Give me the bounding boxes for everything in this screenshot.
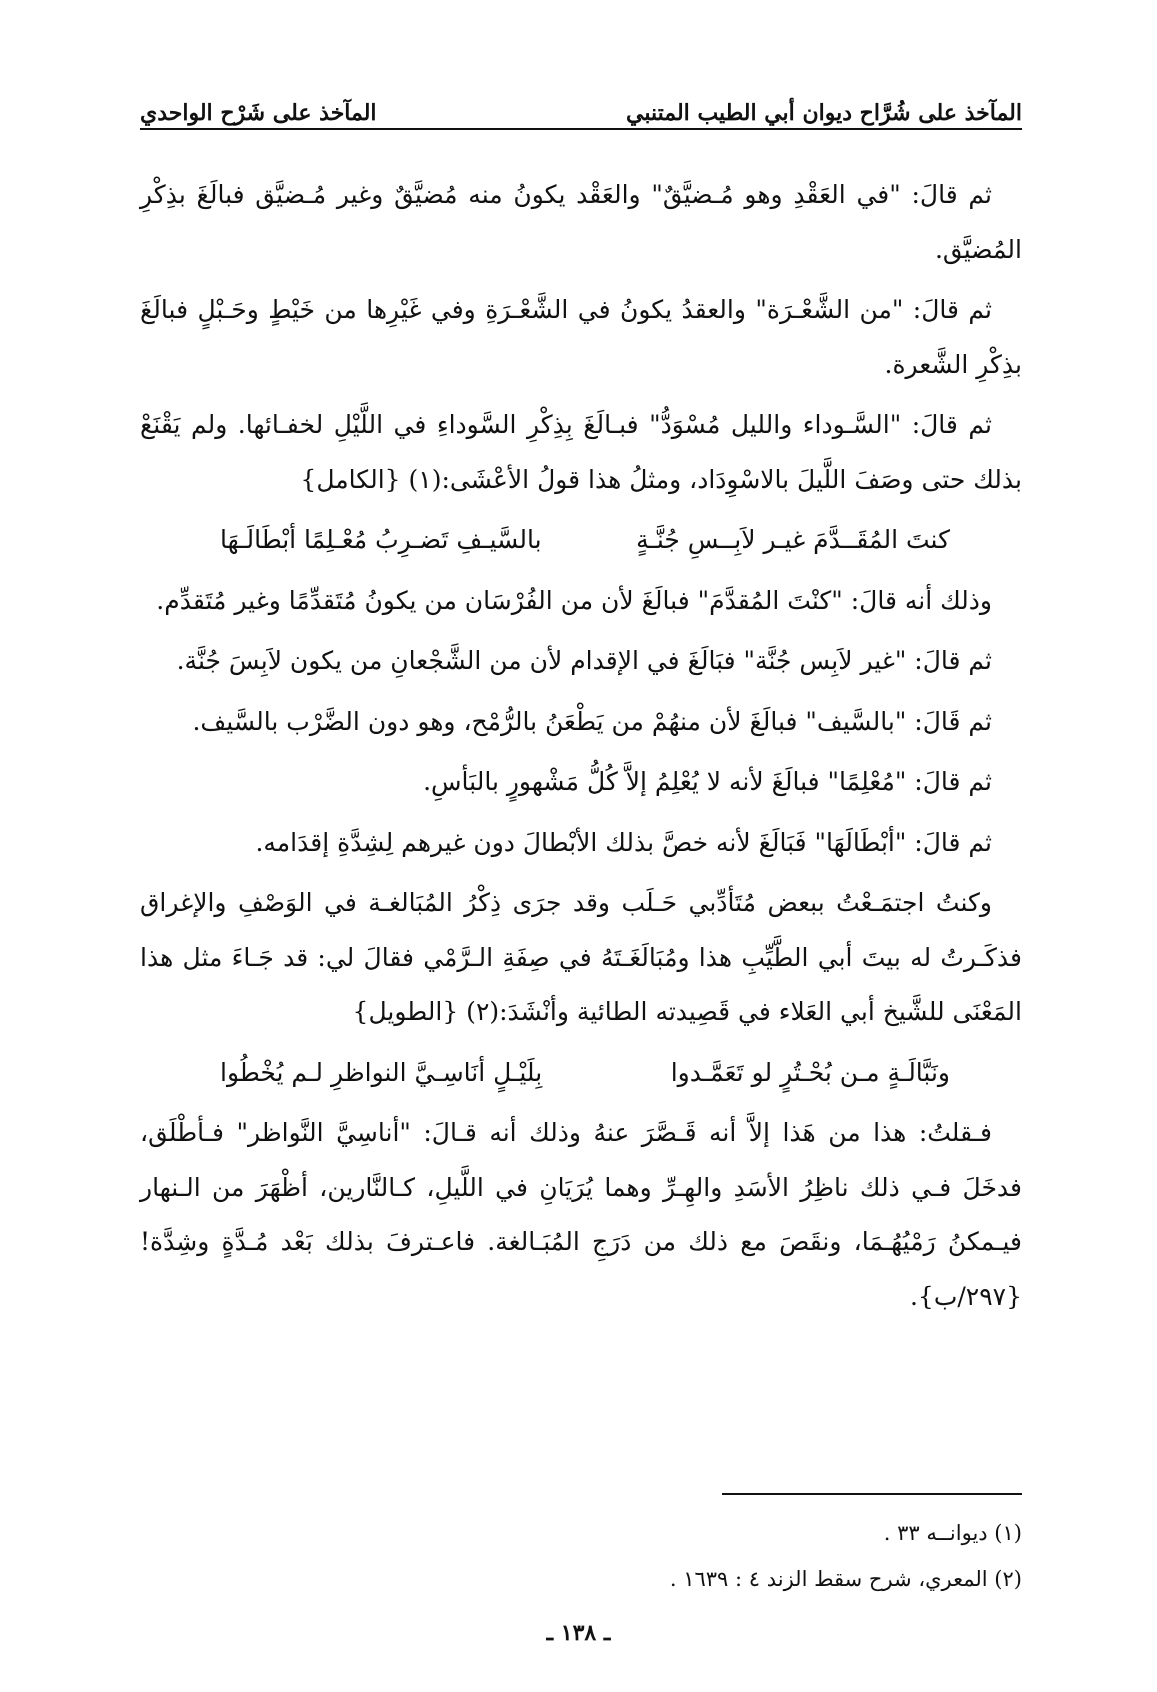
header-book-title: المآخذ على شُرَّاح ديوان أبي الطيب المتنبي [626, 100, 1022, 126]
paragraph-4: وذلك أنه قالَ: "كنْتَ المُقدَّمَ" فبالَغَ لأن من الفُرْسَان من يكونُ مُتَقدِّمًا وغير مُتَقدِّم. [156, 585, 992, 615]
header-section-title: المآخذ على شَرْح الواحدي [140, 100, 377, 126]
paragraph-2: ثم قالَ: "من الشَّعْـرَة" والعقدُ يكونُ في الشَّعْـرَةِ وفي غَيْرِها من خَيْطٍ وحَـبْلٍ فبالَغَ بذِكْرِ الشَّعرة. [140, 295, 1022, 379]
running-header [140, 86, 1022, 126]
verse-2 [140, 1046, 1022, 1101]
paragraph-9: وكنتُ اجتمَـعْتُ ببعض مُتَأدِّبي حَـلَب وقد جرَى ذِكْرُ المُبَالغـة في الوَصْفِ والإغراق فذكَـرتُ له بيتَ أبي الطَّيِّبِ هذا ومُبَالَغَـتَهُ في صِفَةِ الـرَّمْي فقالَ لي: قد جَـاءَ مثل هذا المَعْنَى للشَّيخ أبي العَلاء في قَصِيدته الطائية وأنْشَدَ:(٢) {الطويل} [140, 888, 1022, 1026]
footnote-2: (٢) المعري، شرح سقط الزند ٤ : ١٦٣٩ . [669, 1567, 1022, 1591]
main-text [140, 168, 1022, 1330]
footnotes [140, 1510, 1022, 1602]
paragraph-3: ثم قالَ: "السَّـوداء والليل مُسْوَدُّ" فبـالَغَ بِذِكْرِ السَّوداءِ في اللَّيْلِ لخفـائها. ولم يَقْنَعْ بذلك حتى وصَفَ اللَّيلَ بالاسْوِدَاد، ومثلُ هذا قولُ الأعْشَى:(١) {الكامل} [140, 410, 1022, 494]
paragraph-8: ثم قالَ: "أبْطَالَهَا" فَبَالَغَ لأنه خصَّ بذلك الأبْطالَ دون غيرهم لِشِدَّةِ إقدَامه. [255, 827, 992, 857]
verse-2-first-hemistich: ونَبَّالَـةٍ مـن بُحْـتُرٍ لو تَعَمَّـدوا [670, 1057, 950, 1087]
header-divider [140, 128, 1022, 130]
paragraph-10: فـقلتُ: هذا من هَذا إلاَّ أنه قَـصَّرَ عنهُ وذلك أنه قـالَ: "أناسِيَّ النَّواظر" فـأطْلَق، فدخَلَ فـي ذلك ناظِرُ الأسَدِ والهِـرِّ وهما يُرَيَانِ في اللَّيلِ، كـالنَّارين، أظْهَرَ من الـنهار فيـمكنُ رَمْيُهُـمَا، ونقَصَ مع ذلك من دَرَجِ المُبَـالغة. فاعـترفَ بذلك بَعْد مُـدَّةٍ وشِدَّة! {٢٩٧/ب}. [140, 1118, 1022, 1311]
paragraph-1: ثم قالَ: "في العَقْدِ وهو مُـضيَّقٌ" والعَقْد يكونُ منه مُضيَّقٌ وغير مُـضيَّق فبالَغَ بذِكْرِ المُضيَّق. [140, 180, 1022, 264]
page-number: ـ ١٣٨ ـ [546, 1620, 611, 1646]
footnote-1: (١) ديوانــه ٣٣ . [883, 1521, 1022, 1545]
verse-2-second-hemistich: بِلَيْـلٍ أنَاسِـيَّ النواظرِ لـم يُخْطُوا [220, 1057, 543, 1087]
verse-1 [140, 513, 1022, 568]
paragraph-5: ثم قالَ: "غير لاَبِس جُنَّة" فبَالَغَ في الإقدام لأن من الشَّجْعانِ من يكون لاَبِسَ جُنَّة. [176, 646, 992, 675]
paragraph-6: ثم قَالَ: "بالسَّيف" فبالَغَ لأن منهُمْ من يَطْعَنُ بالرُّمْح، وهو دون الضَّرْب بالسَّيف. [192, 706, 992, 736]
verse-1-second-hemistich: بالسَّيـفِ تَضـرِبُ مُعْـلِمًا أبْطَالَـهَا [220, 525, 542, 554]
verse-1-first-hemistich: كنتَ المُقَــدَّمَ غيـر لاَبِــسِ جُنَّـةٍ [636, 525, 950, 554]
footnote-divider [722, 1493, 1022, 1495]
paragraph-7: ثم قالَ: "مُعْلِمًا" فبالَغَ لأنه لا يُعْلِمُ إلاَّ كُلُّ مَشْهورٍ بالبَأسِ. [423, 767, 992, 796]
